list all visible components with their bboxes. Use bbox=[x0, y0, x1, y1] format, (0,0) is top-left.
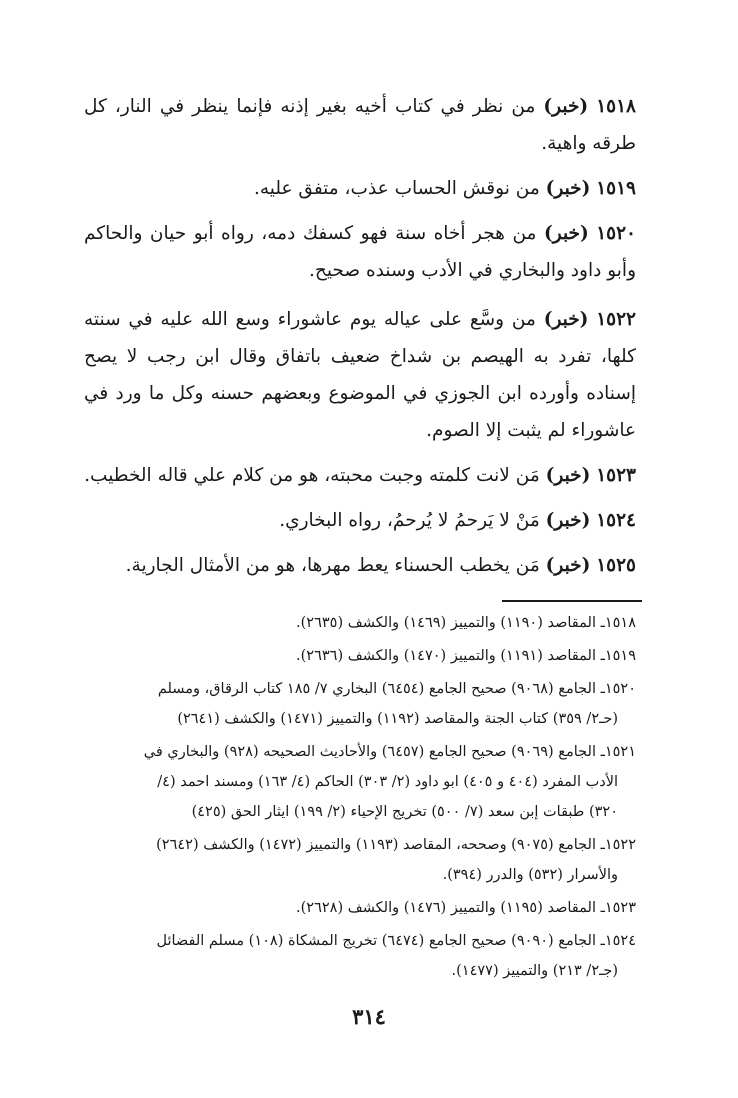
footnote bbox=[84, 926, 636, 986]
entry-number: ١٥٢٤ bbox=[596, 510, 636, 531]
footnotes bbox=[84, 608, 636, 989]
footnote bbox=[84, 674, 636, 734]
entry-text: مَنْ لا يَرحمُ لا يُرحمُ، رواه البخاري. bbox=[279, 510, 540, 531]
hadith-entry bbox=[84, 502, 636, 539]
entry-text: من هجر أخاه سنة فهو كسفك دمه، رواه أبو حيان والحاكم وأبو داود والبخاري في الأدب وسنده صحيح. bbox=[84, 223, 636, 281]
entry-number: ١٥٢٠ bbox=[596, 223, 636, 244]
entry-keyword: (خبر) bbox=[543, 223, 589, 244]
footnote bbox=[84, 641, 636, 671]
hadith-entries bbox=[84, 88, 636, 592]
entry-text: من نظر في كتاب أخيه بغير إذنه فإنما ينظر في النار، كل طرقه واهية. bbox=[84, 96, 636, 154]
entry-keyword: (خبر) bbox=[545, 178, 591, 199]
footnote-line: ١٥١٨ـ المقاصد (١١٩٠) والتمييز (١٤٦٩) والكشف (٢٦٣٥). bbox=[296, 615, 636, 631]
entry-text: من نوقش الحساب عذب، متفق عليه. bbox=[253, 178, 540, 199]
hadith-entry bbox=[84, 457, 636, 494]
hadith-entry bbox=[84, 547, 636, 584]
entry-keyword: (خبر) bbox=[545, 555, 591, 576]
footnote bbox=[84, 893, 636, 923]
entry-text: مَن لانت كلمته وجبت محبته، هو من كلام علي قاله الخطيب. bbox=[84, 465, 540, 486]
footnote-line: ١٥٢٠ـ الجامع (٩٠٦٨) صحيح الجامع (٦٤٥٤) البخاري ٧/ ١٨٥ كتاب الرقاق، ومسلم bbox=[157, 681, 636, 697]
entry-number: ١٥١٩ bbox=[596, 178, 636, 199]
footnote-line: ٣٢٠) طبقات إبن سعد (٧/ ٥٠٠) تخريج الإحياء (٢/ ١٩٩) ايثار الحق (٤٢٥) bbox=[191, 804, 618, 820]
footnote bbox=[84, 737, 636, 827]
footnote-line: (حـ٢/ ٣٥٩) كتاب الجنة والمقاصد (١١٩٢) والتمييز (١٤٧١) والكشف (٢٦٤١) bbox=[177, 711, 618, 727]
footnote-line: ١٥٢١ـ الجامع (٩٠٦٩) صحيح الجامع (٦٤٥٧) والأحاديث الصحيحه (٩٢٨) والبخاري في bbox=[143, 744, 636, 760]
footnote-line: والأسرار (٥٣٢) والدرر (٣٩٤). bbox=[442, 867, 618, 883]
entry-number: ١٥١٨ bbox=[596, 96, 636, 117]
entry-number: ١٥٢٥ bbox=[596, 555, 636, 576]
entry-text: مَن يخطب الحسناء يعط مهرها، هو من الأمثال الجارية. bbox=[125, 555, 540, 576]
footnote-divider bbox=[502, 600, 642, 602]
entry-keyword: (خبر) bbox=[545, 465, 591, 486]
entry-keyword: (خبر) bbox=[545, 510, 591, 531]
hadith-entry bbox=[84, 215, 636, 289]
footnote bbox=[84, 608, 636, 638]
hadith-entry bbox=[84, 170, 636, 207]
footnote-line: ١٥٢٢ـ الجامع (٩٠٧٥) وصححه، المقاصد (١١٩٣) والتمييز (١٤٧٢) والكشف (٢٦٤٢) bbox=[156, 837, 636, 853]
hadith-entry bbox=[84, 301, 636, 449]
entry-text: من وسَّع على عياله يوم عاشوراء وسع الله عليه في سنته كلها، تفرد به الهيصم بن شداخ ضعيف باتفاق وقال ابن رجب لا يصح إسناده وأورده ابن الجوزي في الموضوع وبعضهم حسنه وكل ما ورد في عاشوراء لم يثبت إلا الصوم. bbox=[84, 309, 636, 441]
entry-keyword: (خبر) bbox=[543, 309, 589, 330]
footnote-line: ١٥٢٣ـ المقاصد (١١٩٥) والتمييز (١٤٧٦) والكشف (٢٦٢٨). bbox=[296, 900, 636, 916]
hadith-entry bbox=[84, 88, 636, 162]
entry-number: ١٥٢٣ bbox=[596, 465, 636, 486]
page-number: ٣١٤ bbox=[352, 1004, 386, 1029]
footnote-line: الأدب المفرد (٤٠٤ و ٤٠٥) ابو داود (٢/ ٣٠٣) الحاكم (٤/ ١٦٣) ومسند احمد (٤/ bbox=[157, 774, 618, 790]
footnote-line: ١٥٢٤ـ الجامع (٩٠٩٠) صحيح الجامع (٦٤٧٤) تخريج المشكاة (١٠٨) مسلم الفضائل bbox=[156, 933, 636, 949]
entry-keyword: (خبر) bbox=[543, 96, 589, 117]
footnote bbox=[84, 830, 636, 890]
entry-number: ١٥٢٢ bbox=[596, 309, 636, 330]
footnote-line: ١٥١٩ـ المقاصد (١١٩١) والتمييز (١٤٧٠) والكشف (٢٦٣٦). bbox=[296, 648, 636, 664]
footnote-line: (جـ٢/ ٢١٣) والتمييز (١٤٧٧). bbox=[451, 963, 618, 979]
